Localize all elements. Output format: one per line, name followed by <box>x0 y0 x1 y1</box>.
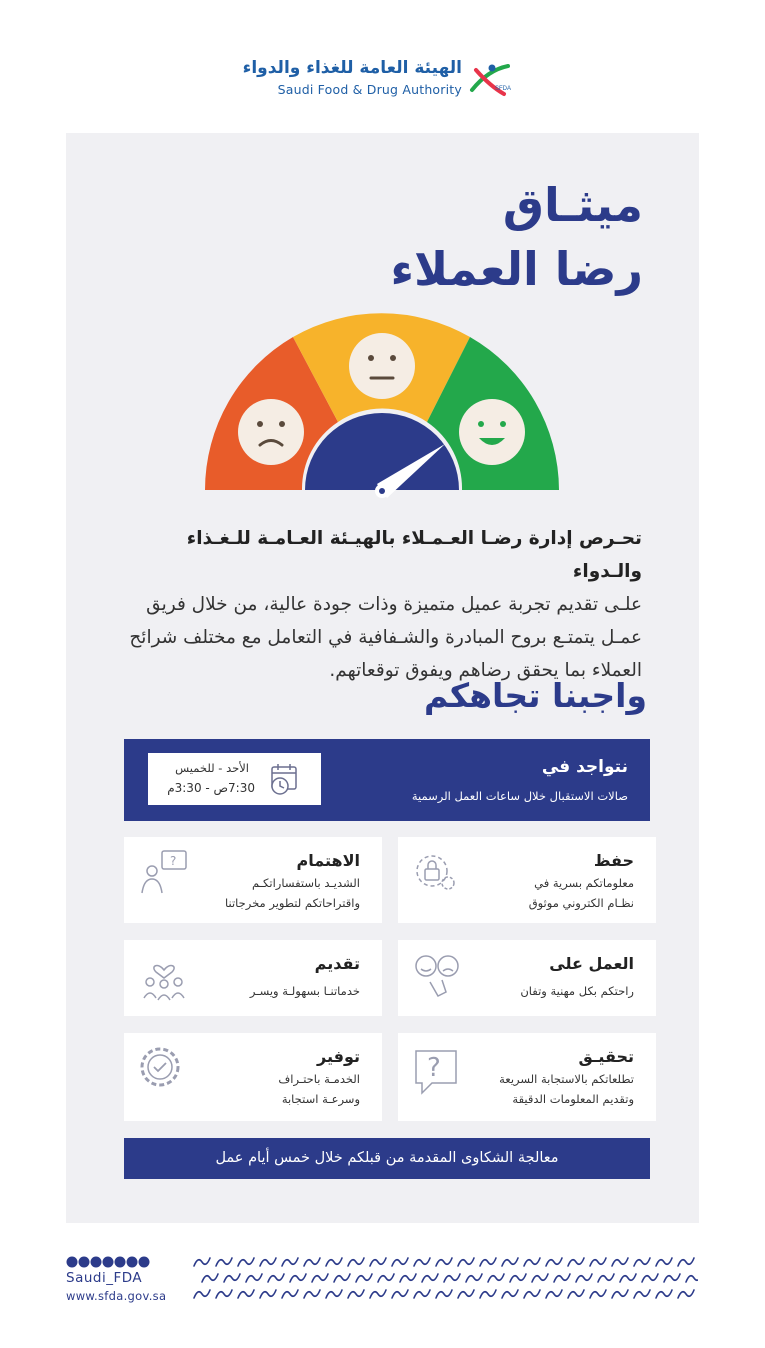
pattern-stroke <box>392 1258 408 1266</box>
pattern-stroke <box>224 1274 240 1282</box>
pattern-stroke <box>480 1258 496 1266</box>
instagram-icon <box>127 1257 138 1268</box>
pattern-stroke <box>576 1274 592 1282</box>
pattern-stroke <box>532 1274 548 1282</box>
pattern-stroke <box>502 1258 518 1266</box>
pattern-stroke <box>202 1274 218 1282</box>
pattern-stroke <box>414 1258 430 1266</box>
pattern-stroke <box>488 1274 504 1282</box>
youtube-icon <box>103 1257 114 1268</box>
page-title-line2: رضا العملاء <box>390 242 643 296</box>
duty-line2: واقتراحاتكم لتطوير مخرجاتنا <box>225 896 360 910</box>
duty-card-attention <box>124 837 382 923</box>
pattern-stroke <box>378 1274 394 1282</box>
pattern-stroke <box>436 1290 452 1298</box>
decorative-pattern <box>190 1250 698 1302</box>
social-media-icons <box>66 1255 156 1269</box>
pattern-stroke <box>304 1258 320 1266</box>
pattern-stroke <box>400 1274 416 1282</box>
pattern-stroke <box>590 1258 606 1266</box>
pattern-stroke <box>422 1274 438 1282</box>
duty-card-achieve <box>398 1033 656 1121</box>
website-url[interactable]: www.sfda.gov.sa <box>66 1289 167 1303</box>
pattern-stroke <box>282 1258 298 1266</box>
pattern-stroke <box>246 1274 262 1282</box>
pattern-stroke <box>260 1290 276 1298</box>
pattern-stroke <box>642 1274 658 1282</box>
pattern-stroke <box>678 1290 694 1298</box>
pattern-stroke <box>238 1290 254 1298</box>
pattern-stroke <box>268 1274 284 1282</box>
duties-heading: واجبنا تجاهكم <box>424 676 647 715</box>
x-icon <box>67 1257 78 1268</box>
intro-lead: تحـرص إدارة رضـا العـمـلاء بالهيـئة العـامـة للـغـذاء والـدواء <box>186 528 642 582</box>
duty-card-provide <box>124 940 382 1016</box>
pattern-stroke <box>444 1274 460 1282</box>
logo-small-text: SFDA <box>495 86 512 92</box>
pattern-stroke <box>348 1290 364 1298</box>
neutral-face-icon <box>349 333 415 399</box>
duty-line1: خدماتنـا بسهولـة ويسـر <box>249 984 360 998</box>
duty-title: الاهتمام <box>296 851 360 870</box>
check-gear-icon <box>138 1045 188 1095</box>
duty-line2: نظـام الكتروني موثوق <box>528 896 634 910</box>
pattern-stroke <box>524 1290 540 1298</box>
pattern-stroke <box>612 1290 628 1298</box>
duty-line2: وتقديم المعلومات الدقيقة <box>512 1092 634 1106</box>
intro-body: علـى تقديم تجربة عميل متميزة وذات جودة عالية، من خلال فريق عمـل يتمتـع بروح المبادرة والشـفافية في التعامل مع مختلف شرائح العملاء بما يحقق رضاهم ويفوق توقعاتهم. <box>129 594 642 681</box>
duty-card-work <box>398 940 656 1016</box>
pattern-stroke <box>334 1274 350 1282</box>
pattern-stroke <box>612 1258 628 1266</box>
duty-line1: راحتكم بكل مهنية وتفان <box>520 984 634 998</box>
sad-face-icon <box>238 399 304 465</box>
availability-sub: صالات الاستقبال خلال ساعات العمل الرسمية <box>411 789 628 803</box>
working-time: 7:30ص - 3:30م <box>167 781 255 795</box>
org-name-ar: الهيئة العامة للغذاء والدواء <box>242 58 462 78</box>
question-person-icon <box>138 849 190 897</box>
pattern-stroke <box>546 1258 562 1266</box>
working-days: الأحد - للخميس <box>175 761 249 775</box>
duty-line1: معلوماتكم بسرية في <box>534 876 634 890</box>
pattern-stroke <box>326 1290 342 1298</box>
availability-heading: نتواجد في <box>541 757 628 777</box>
pattern-stroke <box>238 1258 254 1266</box>
happy-face-icon <box>459 399 525 465</box>
sfda-emblem-icon <box>468 60 514 100</box>
pattern-stroke <box>510 1274 526 1282</box>
duty-title: توفير <box>317 1047 360 1066</box>
pattern-stroke <box>194 1258 210 1266</box>
pattern-stroke <box>304 1290 320 1298</box>
complaints-banner: معالجة الشكاوى المقدمة من قبلكم خلال خمس أيام عمل <box>124 1138 650 1179</box>
satisfaction-gauge <box>205 312 560 498</box>
pattern-stroke <box>392 1290 408 1298</box>
pattern-stroke <box>466 1274 482 1282</box>
pattern-stroke <box>216 1290 232 1298</box>
pattern-stroke <box>260 1258 276 1266</box>
pattern-stroke <box>458 1290 474 1298</box>
pattern-stroke <box>370 1258 386 1266</box>
duty-line1: تطلعاتكم بالاستجابة السريعة <box>499 1072 634 1086</box>
pattern-stroke <box>568 1290 584 1298</box>
facebook-icon <box>115 1257 126 1268</box>
duty-title: العمل على <box>549 954 634 973</box>
calendar-clock-icon <box>269 762 303 796</box>
pattern-stroke <box>686 1274 698 1282</box>
pattern-stroke <box>664 1274 680 1282</box>
pattern-stroke <box>436 1258 452 1266</box>
duty-title: حفظ <box>593 851 634 870</box>
duty-card-deliver <box>124 1033 382 1121</box>
pattern-stroke <box>656 1290 672 1298</box>
people-heart-icon <box>138 952 190 1004</box>
sfda-logo <box>242 58 520 104</box>
duty-card-protect <box>398 837 656 923</box>
pattern-stroke <box>634 1290 650 1298</box>
lock-gear-icon <box>412 849 460 897</box>
pattern-stroke <box>356 1274 372 1282</box>
pattern-stroke <box>590 1290 606 1298</box>
org-name-en: Saudi Food & Drug Authority <box>277 82 462 97</box>
availability-banner <box>124 739 650 821</box>
duty-line1: الخدمـة باحتـراف <box>278 1072 360 1086</box>
pattern-stroke <box>370 1290 386 1298</box>
pattern-stroke <box>326 1258 342 1266</box>
pattern-stroke <box>348 1258 364 1266</box>
pattern-stroke <box>480 1290 496 1298</box>
pattern-stroke <box>634 1258 650 1266</box>
whatsapp-icon <box>91 1257 102 1268</box>
pattern-stroke <box>414 1290 430 1298</box>
pattern-stroke <box>524 1258 540 1266</box>
duty-line1: الشديـد باستفساراتكـم <box>252 876 360 890</box>
pattern-stroke <box>216 1258 232 1266</box>
social-handle: Saudi_FDA <box>66 1270 143 1286</box>
pattern-stroke <box>458 1258 474 1266</box>
pattern-stroke <box>598 1274 614 1282</box>
pattern-stroke <box>194 1290 210 1298</box>
pattern-stroke <box>620 1274 636 1282</box>
page-title-line1: ميثـاق <box>502 178 643 232</box>
pattern-stroke <box>546 1290 562 1298</box>
faces-hand-icon <box>412 952 464 1004</box>
question-bubble-icon <box>412 1045 462 1101</box>
pattern-stroke <box>290 1274 306 1282</box>
svg-text:?: ? <box>170 854 177 868</box>
pattern-stroke <box>568 1258 584 1266</box>
working-hours-box <box>148 753 321 805</box>
svg-text:?: ? <box>427 1053 441 1083</box>
duty-title: تحقيـق <box>578 1047 634 1066</box>
pattern-stroke <box>502 1290 518 1298</box>
snapchat-icon <box>79 1257 90 1268</box>
intro-paragraph <box>112 522 642 687</box>
pattern-stroke <box>312 1274 328 1282</box>
pattern-stroke <box>656 1258 672 1266</box>
pattern-stroke <box>678 1258 694 1266</box>
duty-line2: وسرعـة استجابة <box>281 1092 360 1106</box>
tiktok-icon <box>139 1257 150 1268</box>
duty-title: تقديم <box>314 954 360 973</box>
pattern-stroke <box>554 1274 570 1282</box>
pattern-stroke <box>282 1290 298 1298</box>
